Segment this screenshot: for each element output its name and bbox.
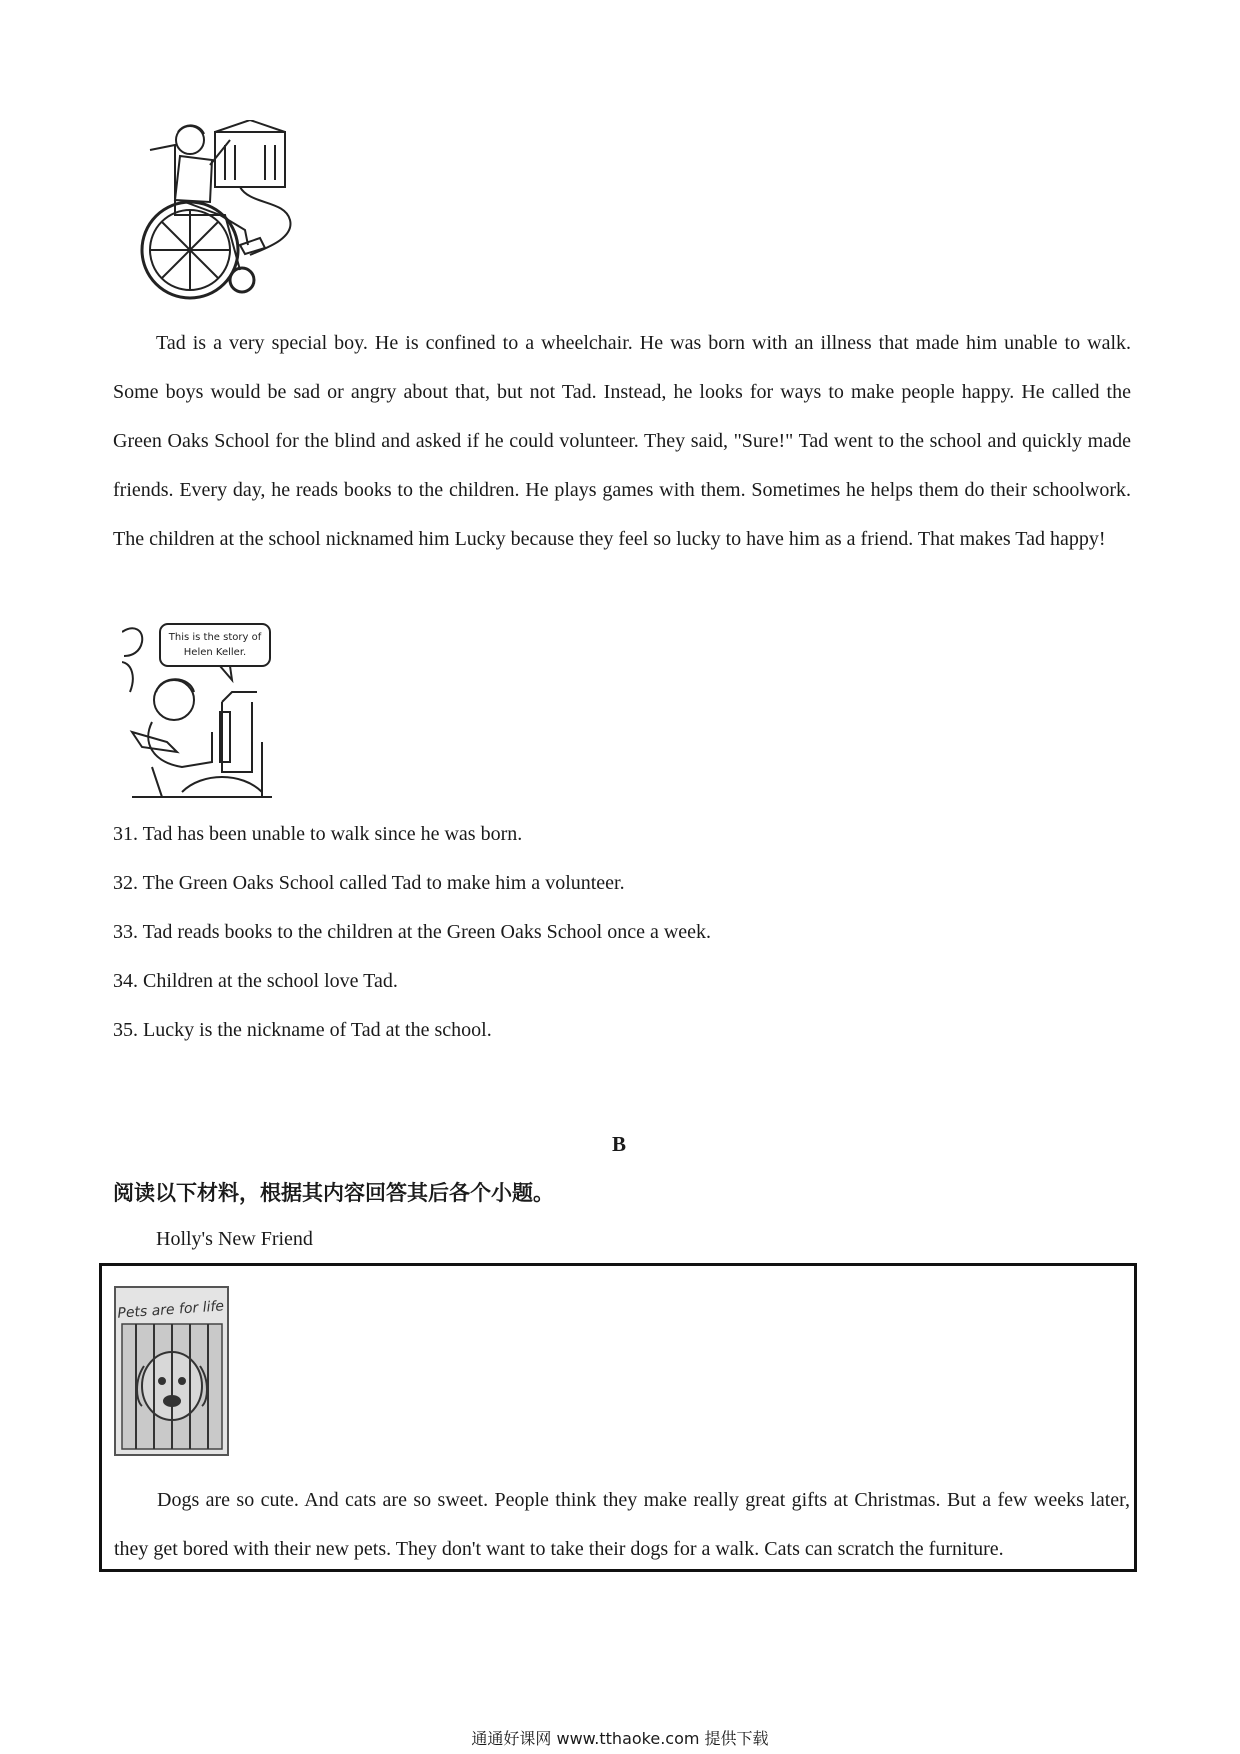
speech-bubble-line-1: This is the story of bbox=[168, 632, 262, 643]
wheelchair-boy-illustration bbox=[130, 120, 310, 305]
footer-credit: 通通好课网 www.tthaoke.com 提供下载 bbox=[471, 1729, 769, 1748]
statement-32: 32. The Green Oaks School called Tad to make him a volunteer. bbox=[113, 872, 625, 894]
instruction-text: 阅读以下材料，根据其内容回答其后各个小题。 bbox=[113, 1181, 554, 1205]
statement-34: 34. Children at the school love Tad. bbox=[113, 970, 398, 992]
passage-b-box bbox=[99, 1263, 1137, 1572]
poster-text: Pets are for life bbox=[116, 1298, 225, 1322]
passage-a-paragraph bbox=[113, 319, 1131, 564]
statement-31: 31. Tad has been unable to walk since he was born. bbox=[113, 823, 523, 845]
pets-poster-illustration bbox=[114, 1286, 229, 1456]
reading-illustration bbox=[122, 622, 282, 802]
statement-35: 35. Lucky is the nickname of Tad at the school. bbox=[113, 1019, 492, 1041]
passage-b-paragraph bbox=[114, 1476, 1130, 1574]
passage-b-text: Dogs are so cute. And cats are so sweet. People think they make really great gifts at Christmas. But a few weeks later, they get bored with their new pets. They don't want to take their dogs for a walk. Cats can scratch the furniture. bbox=[114, 1489, 1130, 1560]
passage-a-text: Tad is a very special boy. He is confined to a wheelchair. He was born with an illness that made him unable to walk. Some boys would be sad or angry about that, but not Tad. Instead, he looks for ways to make people happy. He called the Green Oaks School for the blind and asked if he could volunteer. They said, "Sure!" Tad went to the school and quickly made friends. Every day, he reads books to the children. He plays games with them. Sometimes he helps them do their schoolwork. The children at the school nicknamed him Lucky because they feel so lucky to have him as a friend. That makes Tad happy! bbox=[113, 332, 1131, 550]
speech-bubble-line-2: Helen Keller. bbox=[183, 647, 247, 658]
section-label: B bbox=[612, 1132, 627, 1156]
statement-33: 33. Tad reads books to the children at the Green Oaks School once a week. bbox=[113, 921, 712, 943]
passage-b-title: Holly's New Friend bbox=[156, 1228, 313, 1250]
